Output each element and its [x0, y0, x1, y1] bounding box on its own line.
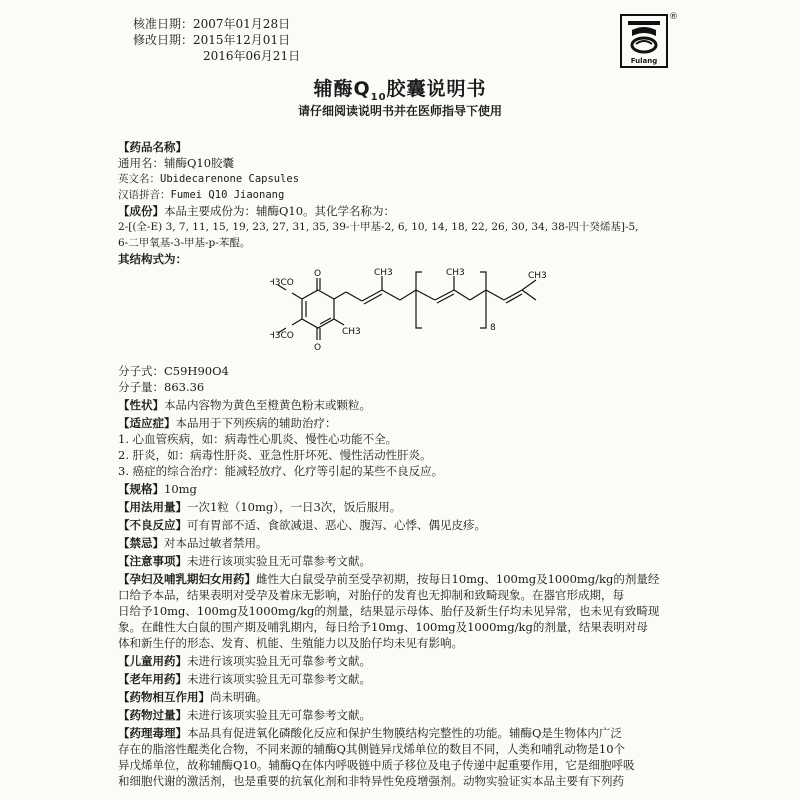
elderly-section: 【老年用药】未进行该项实验且无可靠参考文献。	[118, 672, 371, 686]
structure-diagram	[270, 268, 570, 360]
adverse-section: 【不良反应】可有胃部不适、食欲减退、恶心、腹泻、心悸、偶见皮疹。	[118, 518, 486, 532]
children-section: 【儿童用药】未进行该项实验且无可靠参考文献。	[118, 654, 371, 668]
pregnancy-line-2: 口给予本品，结果表明对受孕及着床无影响，对胎仔的发育也无抑制和致畸现象。在器官形成期，每	[118, 588, 624, 602]
drug-name-heading: 【药品名称】	[118, 140, 187, 154]
structure-label: 其结构式为：	[118, 252, 187, 266]
molecular-formula: 分子式：C59H90O4	[118, 364, 229, 378]
carbonyl-o-bottom: O	[314, 343, 322, 353]
english-name: 英文名：Ubidecarenone Capsules	[118, 173, 300, 185]
title-sub: 10	[370, 91, 387, 103]
methyl-label-3: CH3	[528, 271, 547, 281]
chemical-name-2: 6-二甲氧基-3-甲基-p-苯醌。	[118, 237, 251, 249]
page-subtitle: 请仔细阅读说明书并在医师指导下使用	[297, 104, 502, 118]
dosage-section: 【用法用量】一次1粒（10mg），一日3次，饭后服用。	[118, 500, 402, 514]
page-title	[0, 74, 800, 103]
indication-item-3: 3. 癌症的综合治疗：能减轻放疗、化疗等引起的某些不良反应。	[118, 464, 444, 478]
logo-emblem-icon	[622, 16, 666, 56]
indication-item-1: 1. 心血管疾病，如：病毒性心肌炎、慢性心功能不全。	[118, 432, 398, 446]
methyl-label-1: CH3	[374, 268, 393, 278]
registered-mark: ®	[669, 12, 678, 22]
title-main: 辅酶Q	[313, 78, 371, 100]
interactions-section: 【药物相互作用】尚未明确。	[118, 690, 268, 704]
chemical-structure	[270, 268, 570, 364]
pregnancy-line-5: 体和新生仔的形态、发育、机能、生殖能力以及胎仔均未见有影响。	[118, 636, 463, 650]
revision-date: 修改日期：2015年12月01日	[133, 33, 291, 47]
pinyin-name: 汉语拼音：Fumei Q10 Jiaonang	[118, 189, 285, 201]
approval-date: 核准日期：2007年01月28日	[133, 17, 291, 31]
brand-logo	[620, 12, 678, 68]
title-suffix: 胶囊说明书	[386, 78, 487, 100]
pregnancy-line-3: 日给予10mg、100mg及1000mg/kg的剂量，结果显示母体、胎仔及新生仔均未见异常，也未见有致畸现	[118, 604, 660, 618]
properties-section: 【性状】本品内容物为黄色至橙黄色粉末或颗粒。	[118, 398, 371, 412]
methyl-label-2: CH3	[446, 268, 465, 278]
repeat-count: 8	[490, 323, 496, 333]
composition-heading: 【成份】	[118, 204, 164, 218]
pharmacology-line-4: 和细胞代谢的激活剂，也是重要的抗氧化剂和非特异性免疫增强剂。动物实验证实本品主要有下列药	[118, 774, 624, 788]
overdose-section: 【药物过量】未进行该项实验且无可靠参考文献。	[118, 708, 371, 722]
pharmacology-line-2: 存在的脂溶性醌类化合物，不同来源的辅酶Q其侧链异戊烯单位的数目不同，人类和哺乳动物是10个	[118, 742, 626, 756]
methoxy-label-top: H3CO	[270, 278, 294, 288]
composition-text: 本品主要成份为：辅酶Q10。其化学名称为：	[164, 204, 396, 218]
pregnancy-line-4: 象。在雌性大白鼠的围产期及哺乳期内，每日给予10mg、100mg及1000mg/kg的剂量，结果表明对母	[118, 620, 648, 634]
indications-section: 【适应症】本品用于下列疾病的辅助治疗：	[118, 416, 337, 430]
revision-date-2: 2016年06月21日	[203, 49, 301, 63]
ring-methyl-label: CH3	[342, 327, 361, 337]
pharmacology-section: 【药理毒理】本品具有促进氧化磷酸化反应和保护生物膜结构完整性的功能。辅酶Q是生物体内广泛	[118, 726, 622, 740]
date-block	[133, 16, 300, 64]
composition-section	[118, 204, 688, 219]
methoxy-label-bottom: H3CO	[270, 331, 294, 341]
molecular-weight: 分子量：863.36	[118, 380, 205, 394]
indication-item-2: 2. 肝炎，如：病毒性肝炎、亚急性肝坏死、慢性活动性肝炎。	[118, 448, 432, 462]
precautions-section: 【注意事项】未进行该项实验且无可靠参考文献。	[118, 554, 371, 568]
carbonyl-o-top: O	[314, 269, 322, 279]
pharmacology-line-3: 异戊烯单位，故称辅酶Q10。辅酶Q在体内呼吸链中质子移位及电子传递中起重要作用，它是细胞呼吸	[118, 758, 635, 772]
contraindication-section: 【禁忌】对本品过敏者禁用。	[118, 536, 268, 550]
pregnancy-section: 【孕妇及哺乳期妇女用药】雌性大白鼠受孕前至受孕初期，按每日10mg、100mg及1000mg/kg的剂量经	[118, 572, 660, 586]
common-name: 通用名：辅酶Q10胶囊	[118, 156, 235, 170]
spec-section: 【规格】10mg	[118, 482, 197, 496]
logo-brand-text: Fulang	[630, 57, 658, 65]
chemical-name-1: 2-[(全-E) 3, 7, 11, 15, 19, 23, 27, 31, 35, 39-十甲基-2, 6, 10, 14, 18, 22, 26, 30, 34, 38-四十癸烯基]-5,	[118, 221, 639, 233]
